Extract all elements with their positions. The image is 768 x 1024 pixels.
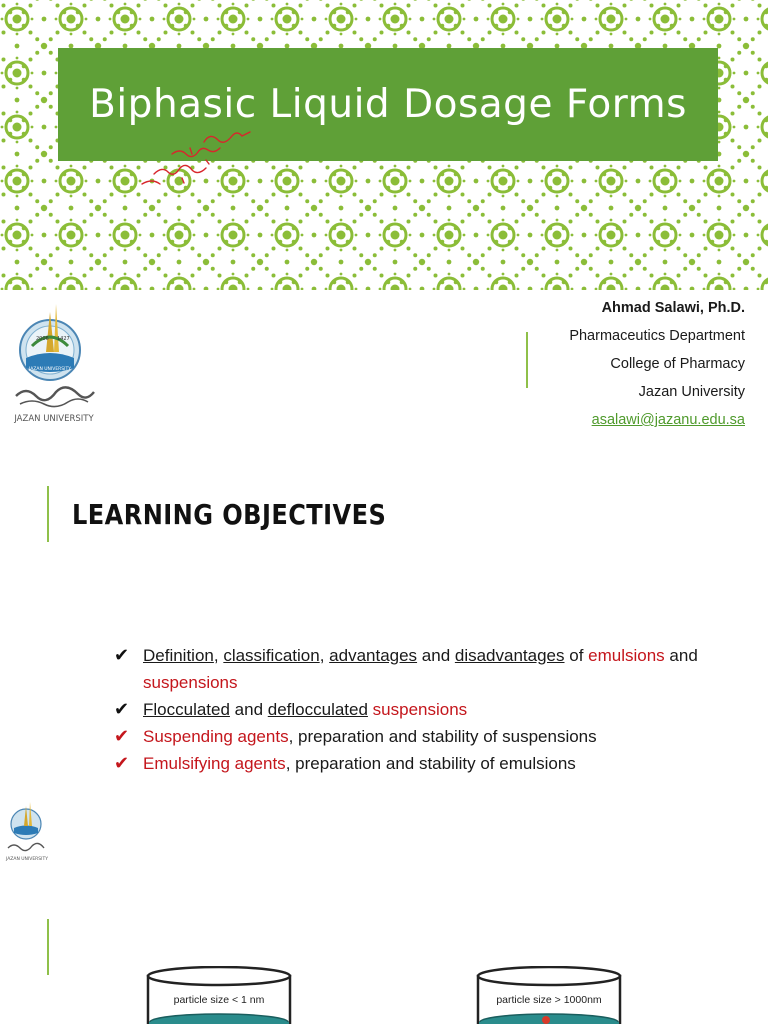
- objective-text: suspensions: [372, 700, 468, 719]
- checkmark-icon: ✔: [114, 645, 130, 666]
- objectives-heading: LEARNING OBJECTIVES: [72, 498, 387, 531]
- checkmark-icon: ✔: [114, 699, 130, 720]
- accent-bar: [47, 486, 49, 542]
- objective-text: and: [417, 646, 455, 665]
- svg-text:2006: 2006: [36, 336, 49, 342]
- objective-text: deflocculated: [267, 700, 368, 719]
- beaker-label: particle size > 1000nm: [496, 994, 602, 1006]
- svg-text:JAZAN UNIVERSITY: JAZAN UNIVERSITY: [28, 367, 72, 372]
- title-slide: [0, 0, 768, 434]
- objectives-slide: [0, 434, 768, 874]
- author-block: [569, 294, 745, 434]
- jazan-university-logo-small: [4, 798, 50, 864]
- svg-text:JAZAN UNIVERSITY: JAZAN UNIVERSITY: [5, 857, 49, 862]
- beaker-large-particles: [476, 966, 622, 1024]
- objective-text: and: [664, 646, 698, 665]
- author-name: Ahmad Salawi, Ph.D.: [601, 300, 745, 316]
- objective-text: ,: [213, 646, 224, 665]
- checkmark-icon: ✔: [114, 753, 130, 774]
- presentation-title: Biphasic Liquid Dosage Forms: [89, 82, 687, 127]
- college: College of Pharmacy: [610, 356, 745, 372]
- vertical-divider: [526, 332, 528, 388]
- objective-text: , preparation and stability of emulsions: [285, 754, 576, 773]
- objective-item: [114, 723, 764, 750]
- svg-text:JAZAN UNIVERSITY: JAZAN UNIVERSITY: [14, 414, 94, 424]
- particle-size-slide: [0, 874, 768, 1024]
- objective-text: advantages: [329, 646, 418, 665]
- objective-text: ,: [319, 646, 330, 665]
- handwritten-annotation: [132, 120, 262, 200]
- objectives-list: [114, 642, 764, 777]
- objective-text: and: [229, 700, 268, 719]
- beaker-small-particles: [146, 966, 292, 1024]
- svg-text:1427: 1427: [57, 336, 70, 342]
- objective-item: [114, 750, 764, 777]
- objective-item: [114, 642, 764, 696]
- objective-text: Suspending agents: [143, 727, 289, 746]
- accent-bar: [47, 919, 49, 975]
- checkmark-icon: ✔: [114, 726, 130, 747]
- objective-text: classification: [223, 646, 320, 665]
- objective-text: emulsions: [588, 646, 665, 665]
- objective-text: suspensions: [143, 673, 238, 692]
- beaker-label: particle size < 1 nm: [173, 994, 265, 1006]
- jazan-university-logo: [10, 296, 100, 426]
- objective-text: Emulsifying agents: [143, 754, 286, 773]
- email-link[interactable]: asalawi@jazanu.edu.sa: [591, 412, 745, 428]
- department: Pharmaceutics Department: [569, 328, 745, 344]
- objective-text: , preparation and stability of suspensions: [288, 727, 597, 746]
- objective-text: of: [564, 646, 589, 665]
- objective-item: [114, 696, 764, 723]
- objective-text: Definition: [143, 646, 214, 665]
- objective-text: Flocculated: [143, 700, 230, 719]
- university: Jazan University: [638, 384, 745, 400]
- objective-text: disadvantages: [454, 646, 565, 665]
